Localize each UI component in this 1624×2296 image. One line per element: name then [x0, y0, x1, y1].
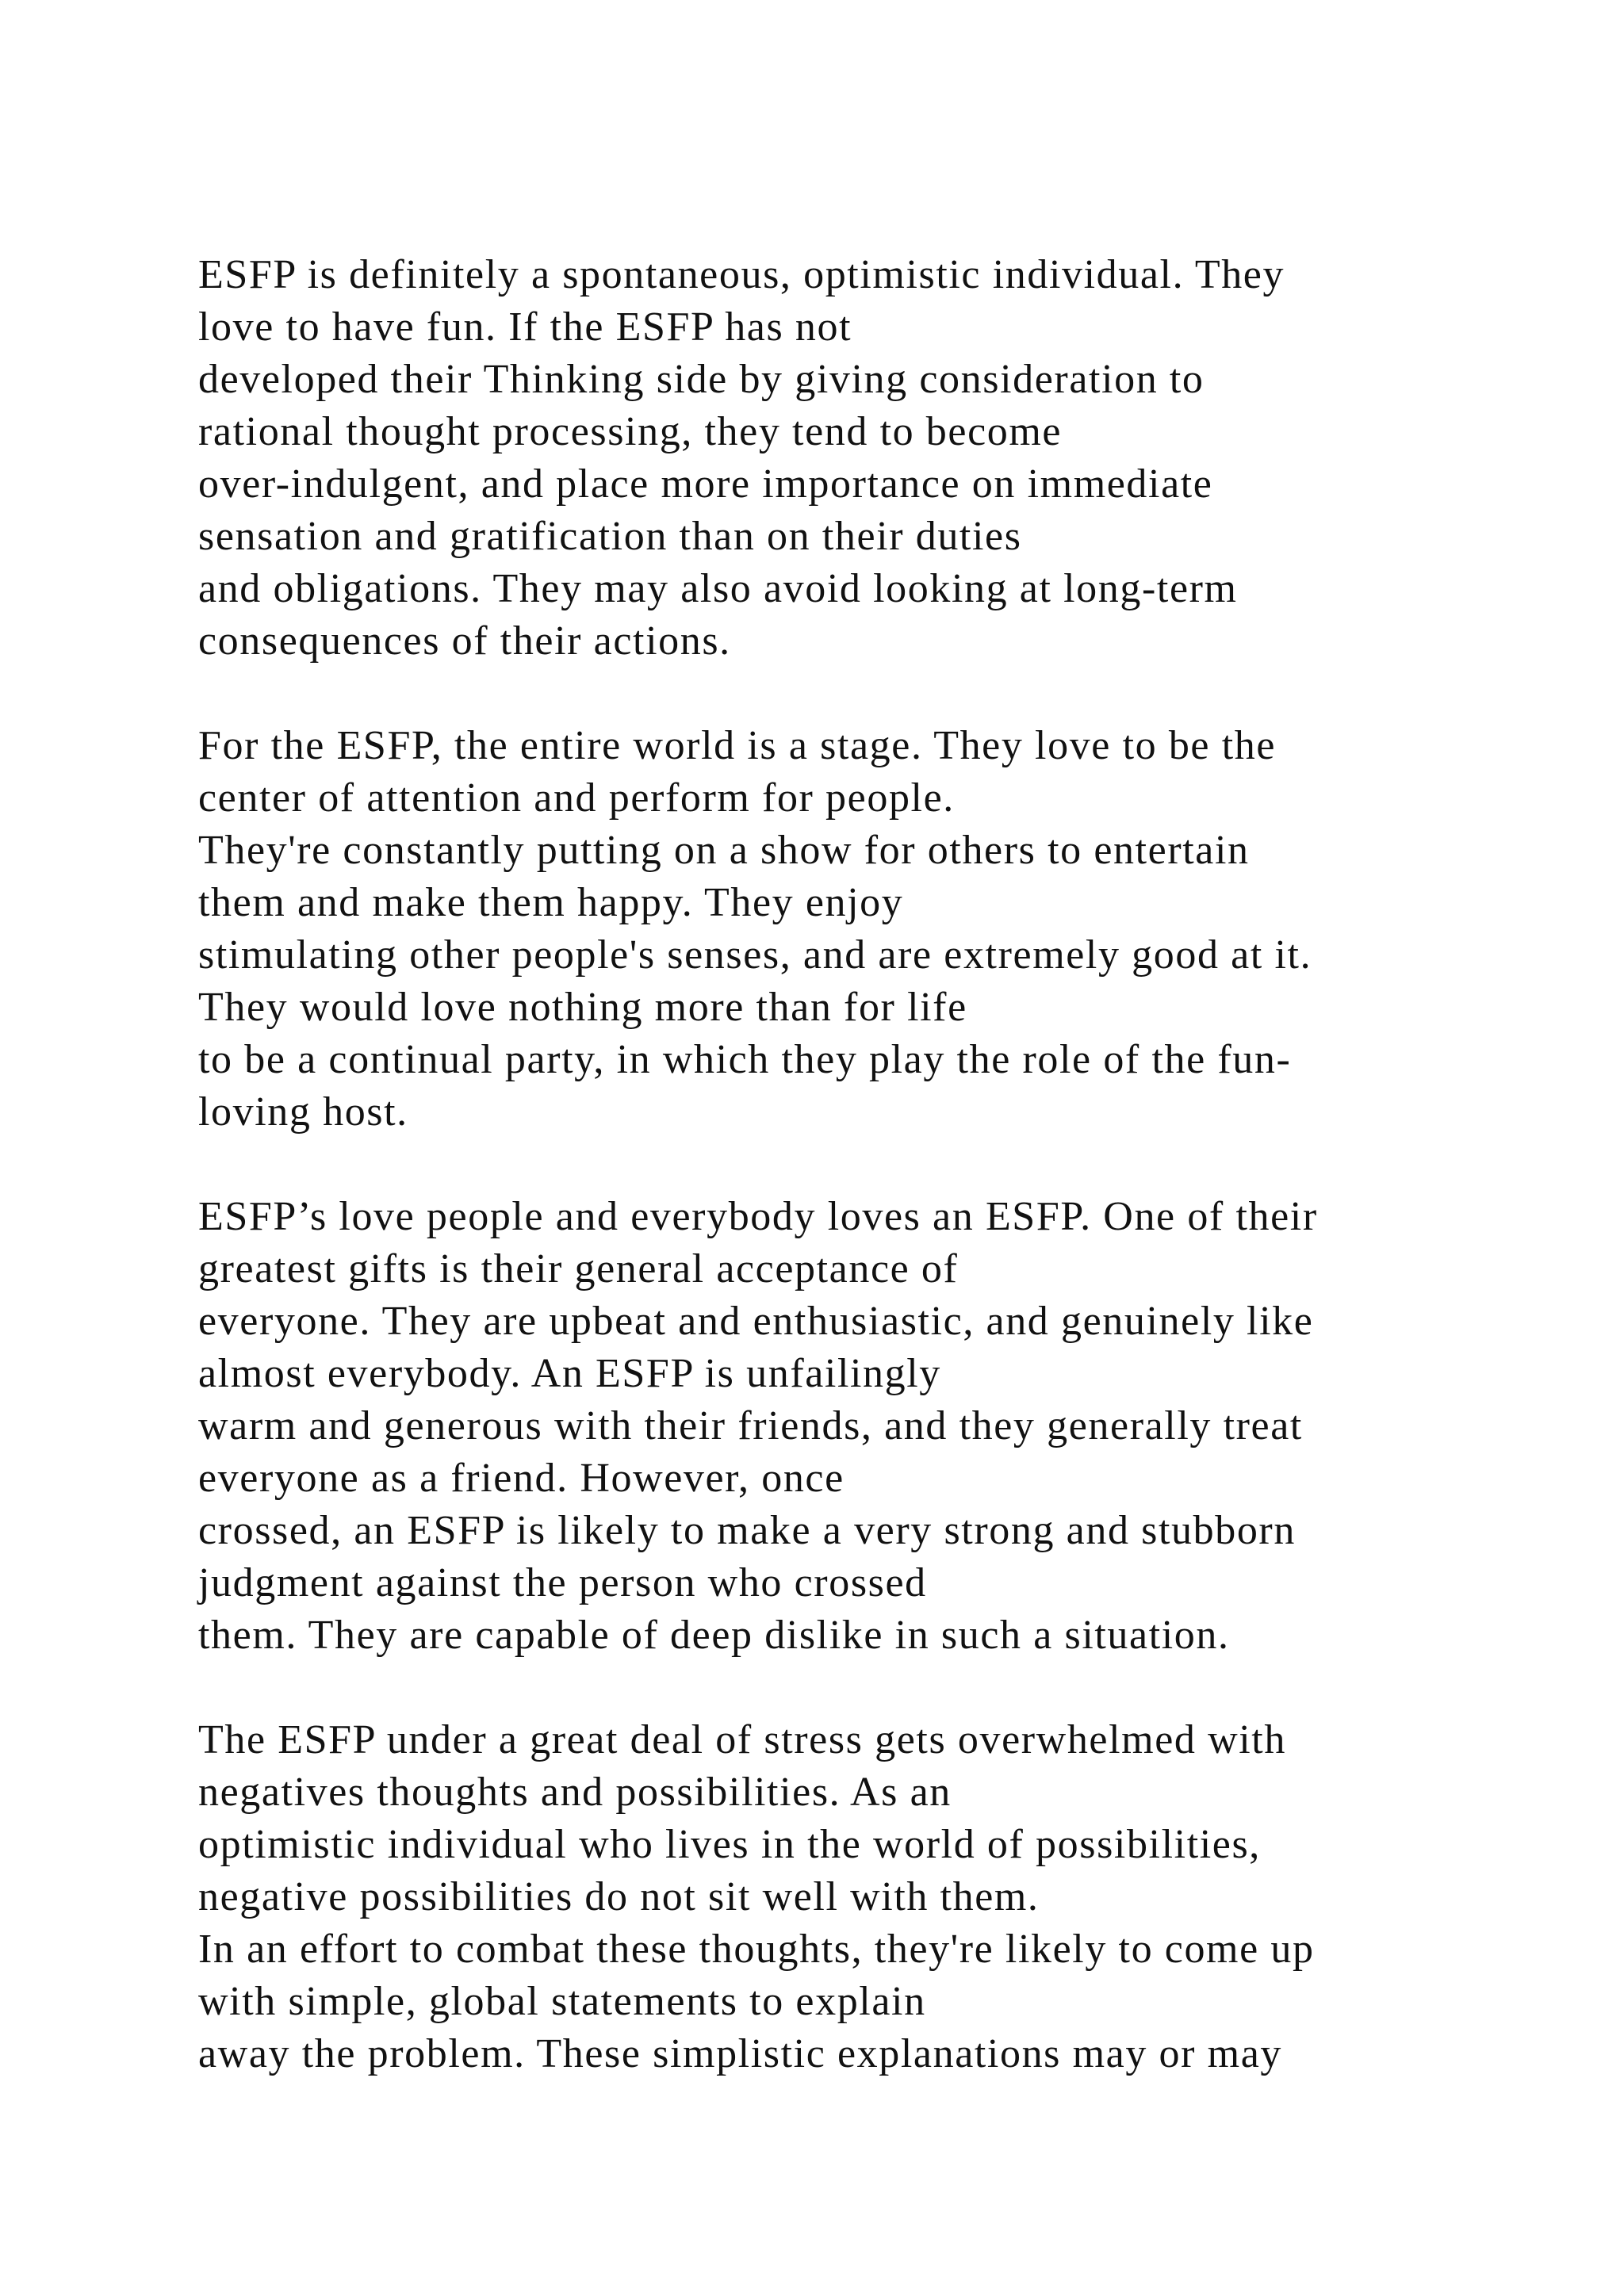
paragraph-line: ESFP is definitely a spontaneous, optimistic individual. They: [198, 252, 1285, 297]
paragraph-line: them. They are capable of deep dislike in such a situation.: [198, 1613, 1230, 1658]
paragraph-line: For the ESFP, the entire world is a stage. They love to be the: [198, 723, 1277, 768]
paragraph-line: loving host.: [198, 1089, 408, 1135]
paragraph-line: and obligations. They may also avoid looking at long-term: [198, 566, 1238, 611]
paragraph-line: They're constantly putting on a show for others to entertain: [198, 828, 1250, 873]
paragraph-line: consequences of their actions.: [198, 618, 731, 664]
paragraph-4: [198, 1714, 1515, 2080]
paragraph-line: love to have fun. If the ESFP has not: [198, 304, 852, 350]
paragraph-line: optimistic individual who lives in the world of possibilities,: [198, 1822, 1261, 1867]
paragraph-3: [198, 1191, 1515, 1662]
paragraph-line: to be a continual party, in which they play the role of the fun-: [198, 1037, 1292, 1082]
paragraph-line: The ESFP under a great deal of stress gets overwhelmed with: [198, 1717, 1286, 1762]
paragraph-line: negatives thoughts and possibilities. As an: [198, 1770, 952, 1815]
paragraph-2: [198, 720, 1515, 1138]
paragraph-line: center of attention and perform for people.: [198, 775, 955, 821]
paragraph-line: crossed, an ESFP is likely to make a very strong and stubborn: [198, 1508, 1296, 1553]
paragraph-line: almost everybody. An ESFP is unfailingly: [198, 1351, 941, 1396]
paragraph-line: greatest gifts is their general acceptance of: [198, 1246, 959, 1292]
paragraph-line: away the problem. These simplistic explanations may or may: [198, 2031, 1282, 2076]
paragraph-line: negative possibilities do not sit well with them.: [198, 1874, 1040, 1919]
paragraph-line: They would love nothing more than for life: [198, 985, 967, 1030]
paragraph-line: sensation and gratification than on their duties: [198, 514, 1022, 559]
paragraph-line: over-indulgent, and place more importance on immediate: [198, 461, 1213, 507]
paragraph-line: them and make them happy. They enjoy: [198, 880, 904, 925]
paragraph-1: [198, 249, 1515, 668]
paragraph-line: ESFP’s love people and everybody loves an ESFP. One of their: [198, 1194, 1318, 1239]
paragraph-line: warm and generous with their friends, and they generally treat: [198, 1403, 1303, 1448]
paragraph-line: everyone as a friend. However, once: [198, 1456, 845, 1501]
paragraph-line: everyone. They are upbeat and enthusiastic, and genuinely like: [198, 1299, 1314, 1344]
paragraph-line: stimulating other people's senses, and are extremely good at it.: [198, 932, 1312, 978]
paragraph-line: with simple, global statements to explain: [198, 1979, 926, 2024]
paragraph-line: developed their Thinking side by giving consideration to: [198, 357, 1205, 402]
paragraph-line: In an effort to combat these thoughts, they're likely to come up: [198, 1927, 1315, 1972]
document-body: [198, 249, 1515, 2133]
paragraph-line: rational thought processing, they tend to become: [198, 409, 1063, 454]
paragraph-line: judgment against the person who crossed: [198, 1560, 927, 1605]
